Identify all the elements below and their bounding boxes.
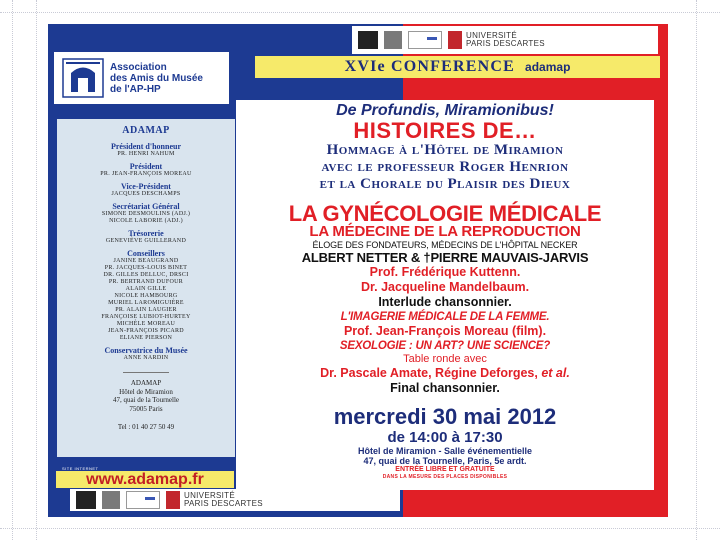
- board-role: Président: [129, 162, 163, 171]
- partner-logo: [102, 491, 120, 509]
- program-panel: [236, 100, 654, 490]
- university-name: UNIVERSITÉ PARIS DESCARTES: [466, 31, 545, 48]
- board-member: PR. ALAIN LAUGIER: [115, 307, 177, 313]
- board-role: Président d'honneur: [110, 142, 181, 151]
- board-member: MICHÈLE MOREAU: [116, 321, 176, 327]
- board-member: DR. GILLES DELLUC, DRSCI: [103, 272, 189, 278]
- association-name-line: de l'AP-HP: [110, 83, 161, 95]
- board-member: JANINE BEAUGRAND: [113, 258, 179, 264]
- association-phone: Tel : 01 40 27 50 49: [117, 423, 175, 431]
- entry-info-note: DANS LA MESURE DES PLACES DISPONIBLES: [382, 474, 508, 480]
- panel-line: [236, 366, 654, 381]
- board-sections: [63, 142, 229, 366]
- address-line: 47, quai de la Tournelle: [112, 396, 180, 404]
- conference-poster: [48, 24, 668, 517]
- founders-line: ALBERT NETTER & †PIERRE MAUVAIS-JARVIS: [301, 250, 589, 265]
- board-member: PR. HENRI NAHUM: [117, 151, 175, 157]
- board-member: ANNE NARDIN: [123, 355, 169, 361]
- partner-logo: [126, 491, 160, 509]
- board-member: PR. JEAN-FRANÇOIS MOREAU: [100, 171, 192, 177]
- address-line: ADAMAP: [130, 379, 162, 387]
- board-member: GENEVIÈVE GUILLERAND: [105, 238, 187, 244]
- board-role: Vice-Président: [121, 182, 171, 191]
- board-info-panel: [57, 119, 235, 457]
- grid-line: [696, 0, 697, 540]
- partner-logos-top: [352, 26, 658, 54]
- topic-imagerie: L'IMAGERIE MÉDICALE DE LA FEMME.: [340, 311, 550, 323]
- hommage-line: avec le professeur Roger Henrion: [321, 159, 569, 175]
- event-venue: Hôtel de Miramion - Salle événementielle: [357, 446, 533, 456]
- board-role: Trésorerie: [128, 229, 164, 238]
- panel-names: Dr. Pascale Amate, Régine Deforges,: [320, 366, 538, 380]
- board-member: ALAIN GILLE: [125, 286, 167, 292]
- association-name: [110, 62, 203, 95]
- association-logo-icon: [62, 58, 104, 98]
- event-address: 47, quai de la Tournelle, Paris, 5e ardt.: [363, 456, 527, 466]
- final: Final chansonnier.: [390, 381, 500, 395]
- university-logo: [448, 31, 545, 49]
- partner-logo: [408, 31, 442, 49]
- website-url[interactable]: www.adamap.fr: [56, 471, 234, 488]
- website-label: SITE INTERNET: [62, 466, 99, 471]
- speaker: Prof. Jean-François Moreau (film).: [343, 324, 547, 338]
- conference-banner: [255, 56, 660, 78]
- partner-logos-bottom: [70, 489, 400, 511]
- association-header: [54, 52, 229, 104]
- program-histoires: HISTOIRES DE…: [353, 118, 537, 143]
- board-member: PR. JACQUES-LOUIS BINET: [104, 265, 188, 271]
- board-member: MURIEL LAROMIGUIÈRE: [108, 300, 184, 306]
- university-logo: [166, 491, 263, 509]
- partner-logo: [384, 31, 402, 49]
- panel-etal: et al.: [541, 366, 570, 380]
- interlude: Interlude chansonnier.: [378, 295, 512, 309]
- board-role: Secrétariat Général: [112, 202, 180, 211]
- grid-line: [0, 12, 720, 13]
- hommage-line: Hommage à l'Hôtel de Miramion: [326, 142, 564, 158]
- address-line: Hôtel de Miramion: [119, 387, 173, 396]
- conference-number: XVIe CONFERENCE: [344, 58, 516, 75]
- program-intro: De Profundis, Miramionibus!: [336, 102, 554, 119]
- table-ronde: Table ronde avec: [403, 353, 487, 365]
- board-member: NICOLE LABORIE (ADJ.): [109, 218, 183, 224]
- partner-logo: [76, 491, 96, 509]
- board-role: Conservatrice du Musée: [104, 346, 188, 355]
- event-date: mercredi 30 mai 2012: [333, 404, 557, 429]
- board-member: NICOLE HAMBOURG: [114, 293, 178, 299]
- board-member: FRANÇOISE LUBIOT-HURTEY: [101, 314, 191, 320]
- eloge-line: ÉLOGE DES FONDATEURS, MÉDECINS DE L'HÔPITAL NECKER: [312, 240, 578, 250]
- university-mark-icon: [448, 31, 462, 49]
- board-member: ELIANE PIERSON: [119, 335, 173, 341]
- board-member: JEAN-FRANÇOIS PICARD: [108, 328, 184, 334]
- speaker: Dr. Jacqueline Mandelbaum.: [360, 280, 530, 294]
- board-member: SIMONE DESMOULINS (ADJ.): [101, 211, 191, 217]
- conference-brand: adamap: [525, 60, 571, 74]
- topic-reproduction: LA MÉDECINE DE LA REPRODUCTION: [309, 223, 581, 240]
- entry-info: ENTRÉE LIBRE ET GRATUITE: [395, 466, 495, 473]
- hommage-line: et la Chorale du Plaisir des Dieux: [319, 176, 571, 192]
- partner-logo: [358, 31, 378, 49]
- association-name-line: des Amis du Musée: [110, 72, 203, 84]
- board-title: ADAMAP: [122, 125, 170, 136]
- address-line: 75005 Paris: [129, 404, 163, 413]
- university-mark-icon: [166, 491, 180, 509]
- divider: [123, 372, 169, 373]
- board-member: PR. BERTRAND DUFOUR: [108, 279, 184, 285]
- association-name-line: Association: [110, 61, 167, 73]
- topic-gynecologie: LA GYNÉCOLOGIE MÉDICALE: [288, 201, 602, 226]
- university-name: UNIVERSITÉ PARIS DESCARTES: [184, 491, 263, 508]
- event-time: de 14:00 à 17:30: [387, 429, 503, 446]
- association-address: [63, 379, 229, 413]
- speaker: Prof. Frédérique Kuttenn.: [369, 265, 521, 279]
- grid-line: [12, 0, 13, 540]
- topic-sexologie: SEXOLOGIE : UN ART? UNE SCIENCE?: [339, 340, 551, 352]
- board-member: JACQUES DESCHAMPS: [111, 191, 181, 197]
- grid-line: [36, 0, 37, 540]
- board-role: Conseillers: [127, 249, 165, 258]
- grid-line: [0, 528, 720, 529]
